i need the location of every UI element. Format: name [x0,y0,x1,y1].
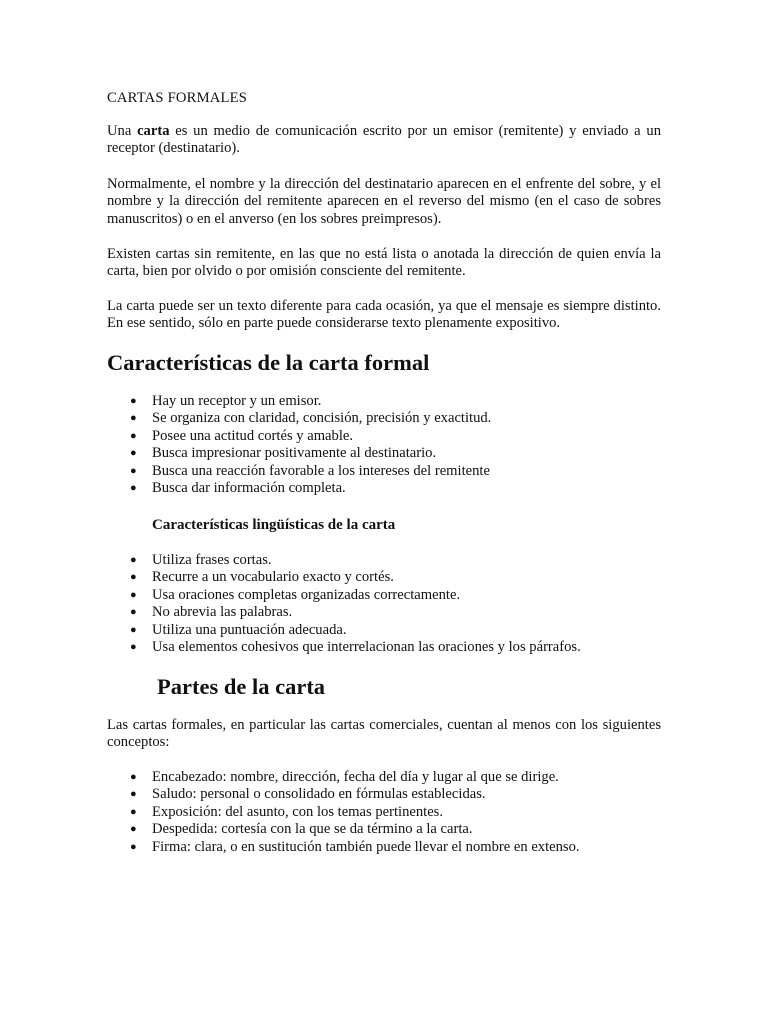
list-item [107,463,661,480]
section1-heading: Características de la carta formal [107,350,430,375]
list-item-text: Busca dar información completa. [152,479,346,496]
list-item [107,821,661,838]
intro-p1-bold: carta [137,123,170,139]
list-item-text: Saludo: personal o consolidado en fórmulas establecidas. [152,786,486,803]
section3-heading: Partes de la carta [157,674,326,699]
list-item-text: Encabezado: nombre, dirección, fecha del día y lugar al que se dirige. [152,769,559,785]
list-item [107,480,661,497]
list-item-text: Recurre a un vocabulario exacto y cortés. [152,569,394,586]
list-item [107,587,661,604]
list-item-text: Exposición: del asunto, con los temas pertinentes. [152,803,444,820]
bullet-icon: ● [130,571,137,584]
intro-paragraph-1 [107,123,661,158]
bullet-icon: ● [130,412,137,425]
list-item-text: Se organiza con claridad, concisión, precisión y exactitud. [152,410,492,427]
list-item [107,393,661,410]
list-item [107,639,661,656]
bullet-icon: ● [130,464,137,477]
bullet-icon: ● [130,805,137,818]
bullet-icon: ● [130,640,137,653]
intro-paragraph-3: Existen cartas sin remitente, en las que no está lista o anotada la dirección de quien envía la carta, bien por olvido o por omisión consciente del remitente. [107,246,661,280]
list-item [107,552,661,569]
section3-list [107,769,661,856]
list-item [107,410,661,427]
section3-intro: Las cartas formales, en particular las cartas comerciales, cuentan al menos con los siguientes conceptos: [107,717,661,751]
list-item-text: Usa elementos cohesivos que interrelacionan las oraciones y los párrafos. [152,638,581,655]
list-item-text: No abrevia las palabras. [152,604,293,621]
section2-list [107,552,661,656]
intro-p1-rest: es un medio de comunicación escrito por un emisor (remitente) y enviado a un receptor (destinatario). [107,123,661,157]
list-item-text: Despedida: cortesía con la que se da término a la carta. [152,821,473,838]
list-item [107,604,661,621]
bullet-icon: ● [130,395,137,407]
list-item [107,769,661,786]
list-item-text: Utiliza frases cortas. [152,552,272,568]
bullet-icon: ● [130,588,137,601]
list-item-text: Busca impresionar positivamente al destinatario. [152,445,437,462]
bullet-icon: ● [130,606,137,619]
bullet-icon: ● [130,823,137,836]
intro-paragraph-2: Normalmente, el nombre y la dirección del destinatario aparecen en el enfrente del sobre, y el nombre y la dirección del remitente aparecen en el reverso del mismo (en el caso de sobres manuscritos) o en el anverso (en los sobres preimpresos). [107,176,661,227]
list-item-text: Utiliza una puntuación adecuada. [152,621,347,638]
intro-paragraph-4: La carta puede ser un texto diferente para cada ocasión, ya que el mensaje es siempre distinto. En ese sentido, sólo en parte puede considerarse texto plenamente expositivo. [107,298,661,332]
list-item [107,622,661,639]
list-item-text: Usa oraciones completas organizadas correctamente. [152,586,461,603]
bullet-icon: ● [130,788,137,801]
section2-heading: Características lingüísticas de la carta [152,517,396,533]
list-item-text: Posee una actitud cortés y amable. [152,427,353,444]
list-item [107,569,661,586]
list-item-text: Firma: clara, o en sustitución también puede llevar el nombre en extenso. [152,838,580,855]
list-item [107,428,661,445]
bullet-icon: ● [130,447,137,460]
list-item [107,786,661,803]
bullet-icon: ● [130,840,137,853]
list-item [107,445,661,462]
document-title: CARTAS FORMALES [107,90,248,106]
section1-list [107,393,661,497]
list-item-text: Busca una reacción favorable a los intereses del remitente [152,462,490,479]
bullet-icon: ● [130,623,137,636]
bullet-icon: ● [130,481,137,494]
bullet-icon: ● [130,771,137,783]
list-item-text: Hay un receptor y un emisor. [152,393,322,409]
list-item [107,804,661,821]
bullet-icon: ● [130,554,137,566]
intro-p1-start: Una [107,123,138,139]
list-item [107,839,661,856]
bullet-icon: ● [130,429,137,442]
